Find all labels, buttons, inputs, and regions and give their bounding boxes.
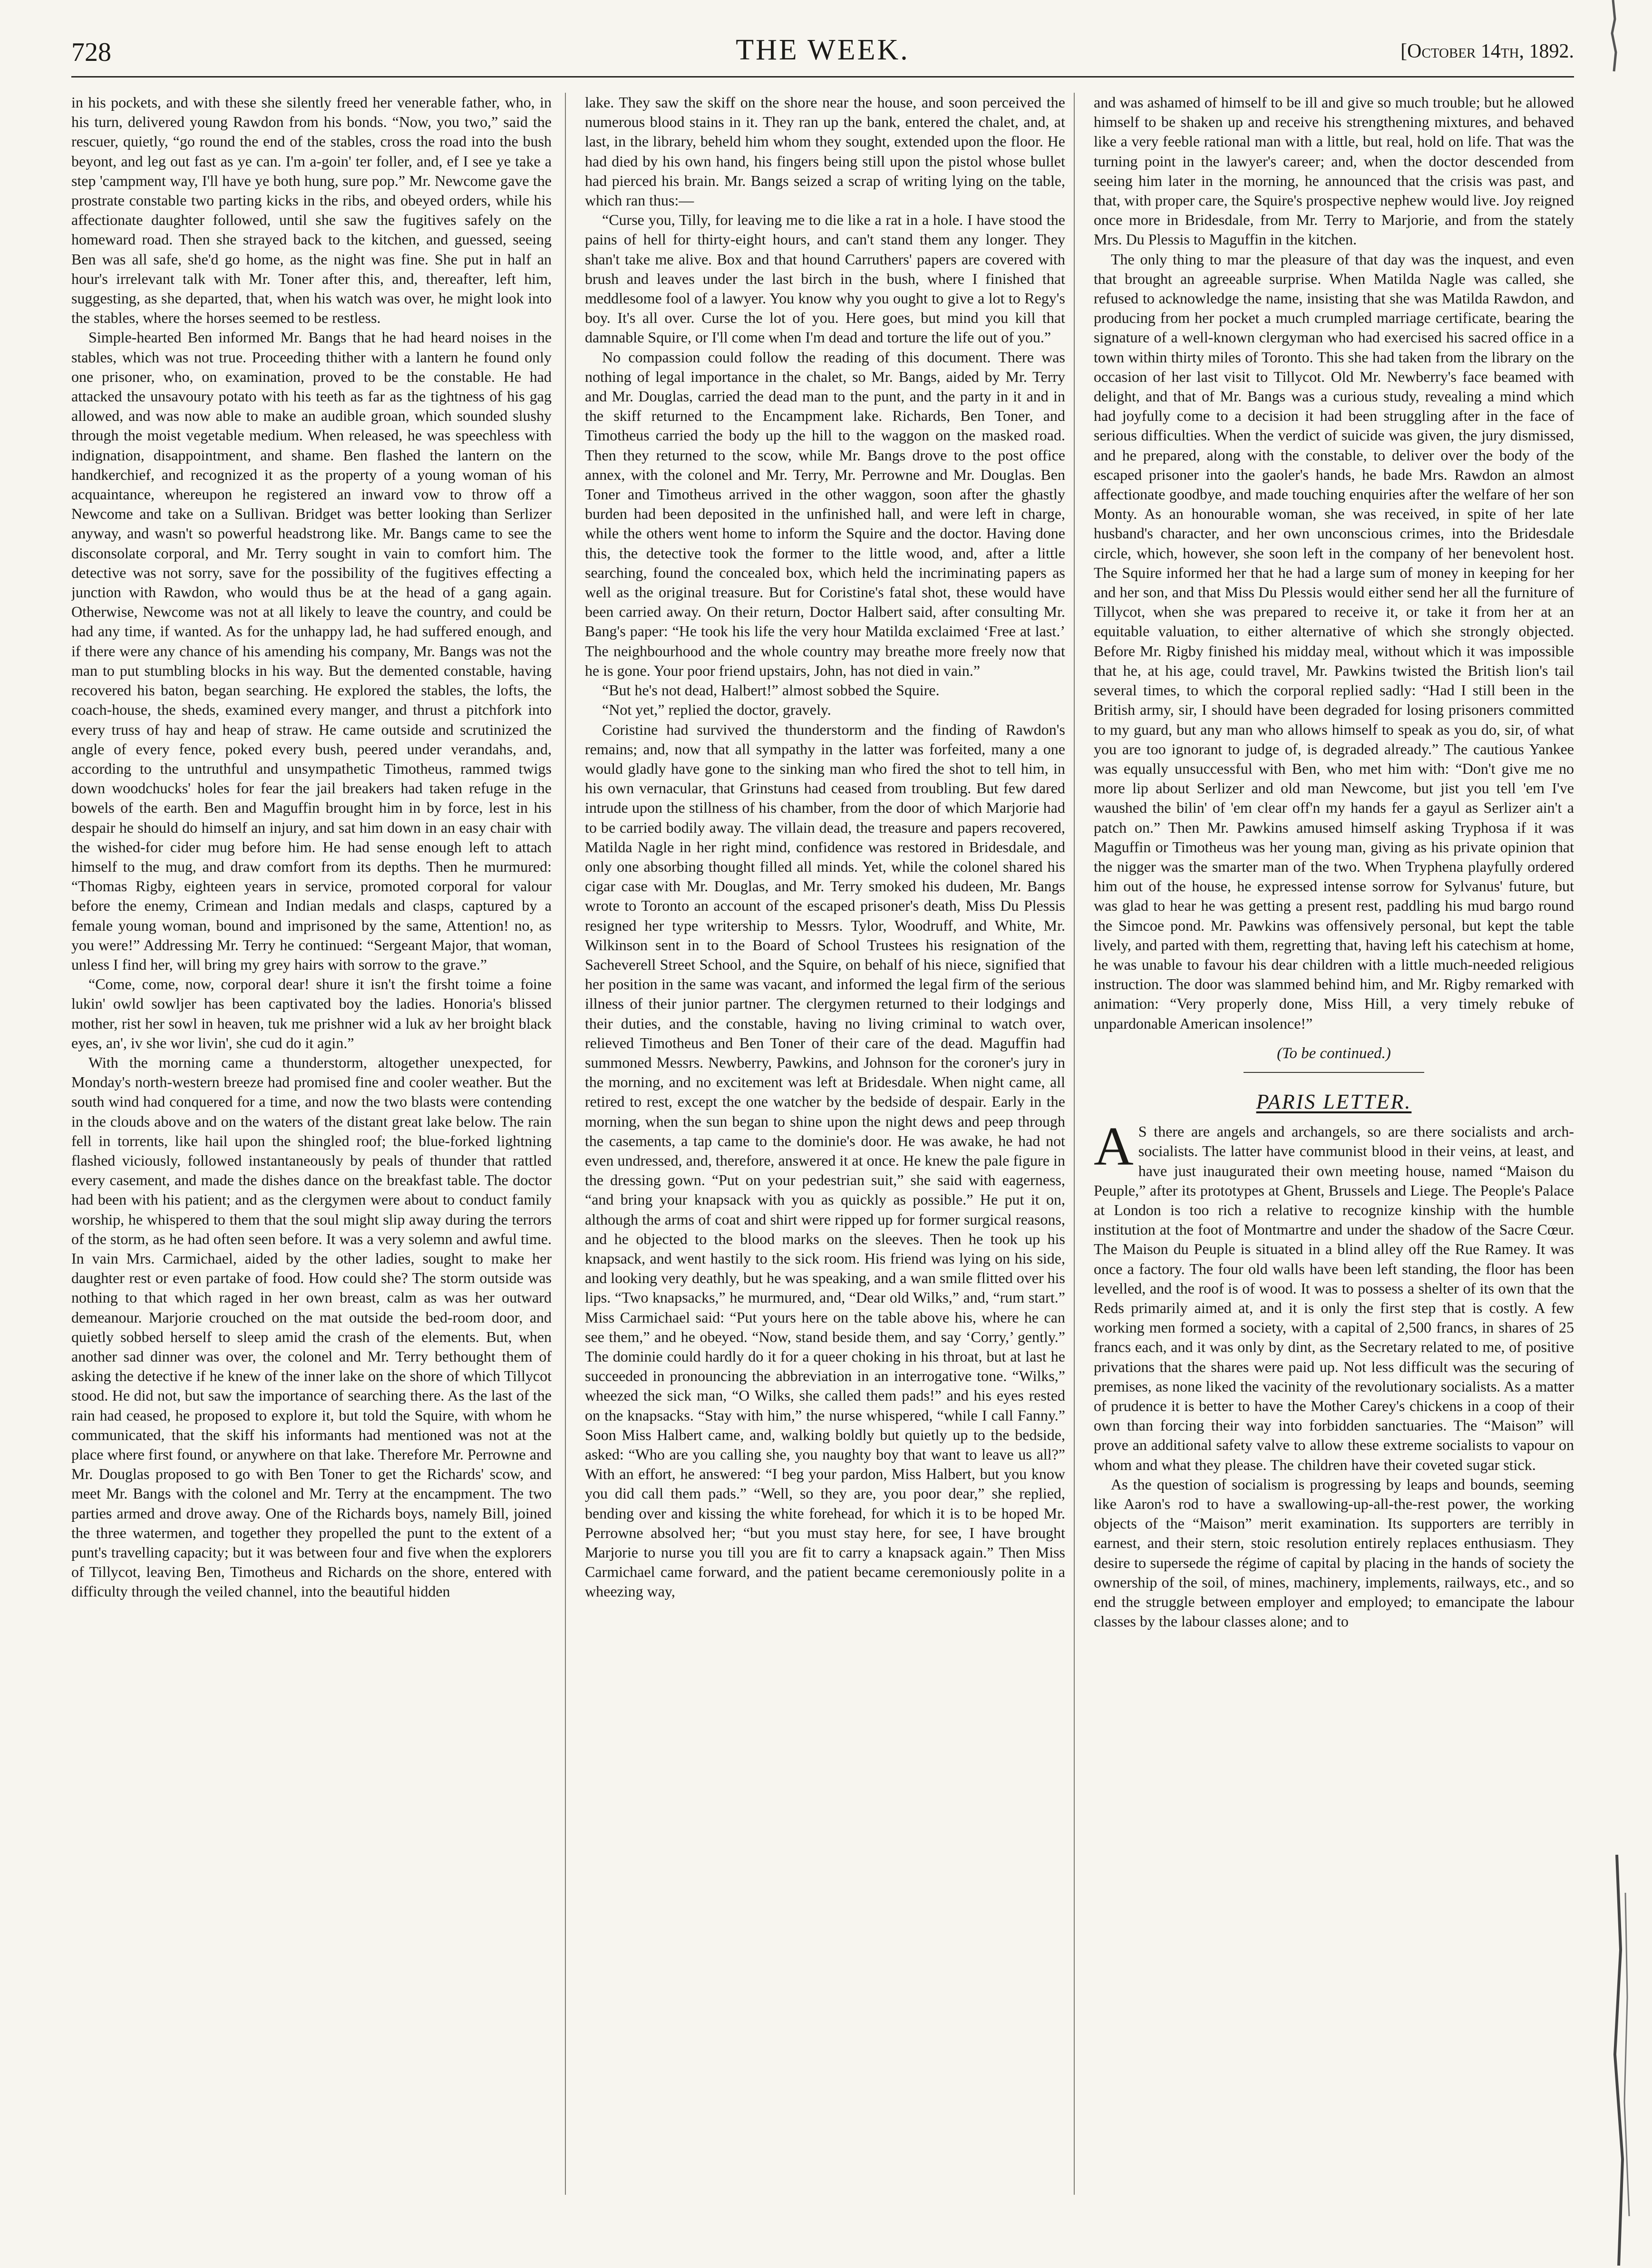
to-be-continued-note: (To be continued.) bbox=[1277, 1044, 1391, 1062]
drop-cap: A bbox=[1094, 1116, 1134, 1178]
page-edge-mark bbox=[1598, 1855, 1641, 2266]
paragraph: “Curse you, Tilly, for leaving me to die like a rat in a hole. I have stood the pains of hell for thirty-eight hours, and can't stand them any longer. They shan't take me alive. Box and that hound Carruthers' papers are covered with brush and leaves under the last birch in the bush, where I finished that meddlesome fool of a lawyer. You know why you ought to give a lot to Regy's boy. It's all over. Curse the lot of you. Here goes, but mind you kill that damnable Squire, or I'll come when I'm dead and torture the life out of you.” bbox=[585, 211, 1065, 346]
paragraph: As the question of socialism is progressing by leaps and bounds, seeming like Aaron's rod to have a swallowing-up-all-the-rest power, the working objects of the “Maison” merit examination. Its supporters are terribly in earnest, and their stern, stoic resolution entirely replaces enthusiasm. They desire to supersede the régime of capital by placing in the hands of society the ownership of the soil, of mines, machinery, implements, railways, etc., and so end the struggle between employer and employed; to emancipate the labour classes by the labour classes alone; and to bbox=[1094, 1475, 1574, 1630]
paragraph: “But he's not dead, Halbert!” almost sobbed the Squire. bbox=[602, 681, 940, 699]
article-heading: PARIS LETTER. bbox=[1256, 1090, 1412, 1113]
page-number: 728 bbox=[71, 38, 111, 67]
paragraph: With the morning came a thunderstorm, altogether unexpected, for Monday's north-western breeze had promised fine and cooler weather. But the south wind had conquered for a time, and now the two blasts were contending in the clouds above and on the waters of the distant great lake below. The rain fell in torrents, like hail upon the shingled roof; the blue-forked lightning flashed viciously, followed instantaneously by peals of thunder that rattled every casement, and made the dishes dance on the breakfast table. The doctor had been with his patient; and as the clergymen were about to conduct family worship, he whispered to them that the soul might slip away during the terrors of the storm, as he had often seen before. It was a very solemn and awful time. In vain Mrs. Carmichael, aided by the other ladies, sought to make her daughter rest or even partake of food. How could she? The storm outside was nothing to that which raged in her own breast, calm as was her outward demeanour. Marjorie crouched on the mat outside the bed-room door, and quietly sobbed herself to sleep amid the crash of the elements. But, when another sad dinner was over, the colonel and Mr. Terry bethought them of asking the detective if he knew of the inner lake on the shore of which Tillycot stood. He did not, but saw the importance of searching there. As the last of the rain had ceased, he proposed to explore it, but told the Squire, with whom he communicated, that the skiff his informants had mentioned was not at the place where first found, or anywhere on that lake. Therefore Mr. Perrowne and Mr. Douglas proposed to go with Ben Toner to get the Richards' scow, and meet Mr. Bangs with the colonel and Mr. Terry at the encampment. The two parties armed and drove away. One of the Richards boys, namely Bill, joined the three watermen, and together they propelled the punt to the extent of a punt's travelling capacity; but it was between four and five when the explorers of Tillycot, leaving Ben, Timotheus and Richards on the shore, entered with difficulty through the veiled channel, into the beautiful hidden bbox=[71, 1053, 552, 1600]
journal-title: THE WEEK. bbox=[736, 34, 910, 66]
page-edge-mark bbox=[1569, 0, 1652, 76]
paragraph bbox=[1094, 1116, 1574, 1475]
column-divider bbox=[1074, 93, 1075, 2195]
paragraph: No compassion could follow the reading of this document. There was nothing of legal importance in the chalet, so Mr. Bangs, aided by Mr. Terry and Mr. Douglas, carried the dead man to the punt, and the party in it and in the skiff returned to the Encampment lake. Richards, Ben Toner, and Timotheus carried the body up the hill to the waggon on the masked road. Then they returned to the scow, while Mr. Bangs drove to the post office annex, with the colonel and Mr. Terry, Mr. Perrowne and Mr. Douglas. Ben Toner and Timotheus arrived in the other waggon, soon after the ghastly burden had been deposited in the unfinished hall, and were left in charge, while the others went home to inform the Squire and the doctor. Having done this, the detective took the former to the little wood, and, after a little searching, found the concealed box, which held the incriminating papers as well as the original treasure. But for Coristine's fatal shot, these would have been carried away. On their return, Doctor Halbert said, after consulting Mr. Bang's paper: “He took his life the very hour Matilda exclaimed ‘Free at last.’ The neighbourhood and the whole country may breathe more freely now that he is gone. Your poor friend upstairs, John, has not died in vain.” bbox=[585, 348, 1065, 679]
paragraph: Simple-hearted Ben informed Mr. Bangs that he had heard noises in the stables, which was not true. Proceeding thither with a lantern he found only one prisoner, who, on examination, proved to be the constable. He had attacked the unsavoury potato with his teeth as far as the tightness of his gag allowed, and was now able to make an audible groan, which sounded slushy through the moist vegetable medium. When released, he was speechless with indignation, disappointment, and shame. Ben flashed the lantern on the handkerchief, and recognized it as the property of a young woman of his acquaintance, whereupon he registered an inward vow to throw off a Newcome and take on a Sullivan. Bridget was better looking than Serlizer anyway, and wasn't so powerful headstrong like. Mr. Bangs came to see the disconsolate corporal, and Mr. Terry sought in vain to comfort him. The detective was not sorry, save for the possibility of the fugitives effecting a junction with Rawdon, who would thus be at the head of a gang again. Otherwise, Newcome was not at all likely to leave the country, and could be had any time, if wanted. As for the unhappy lad, he had suffered enough, and if there were any chance of his amending his company, Mr. Bangs was not the man to put stumbling blocks in his way. But the demented constable, having recovered his baton, began searching. He explored the stables, the lofts, the coach-house, the sheds, examined every manger, and thrust a pitchfork into every truss of hay and heap of straw. He came outside and scrutinized the angle of every fence, poked every bush, peered under verandahs, and, according to the untruthful and unsympathetic Timotheus, rammed twigs down woodchucks' holes for fear the jail breakers had taken refuge in the bowels of the earth. Ben and Maguffin brought him in by force, lest in his despair he should do himself an injury, and sat him down in an easy chair with the wished-for cider mug before him. He had sense enough left to attach himself to the mug, and draw comfort from its depths. Then he murmured: “Thomas Rigby, eighteen years in service, promoted corporal for valour before the enemy, Crimean and Indian medals and clasps, captured by a female young woman, bound and imprisoned by the same, Attention! no, as you were!” Addressing Mr. Terry he continued: “Sergeant Major, that woman, unless I find her, will bring my grey hairs with sorrow to the grave.” bbox=[71, 329, 552, 973]
paragraph: Coristine had survived the thunderstorm and the finding of Rawdon's remains; and, now that all sympathy in the latter was forfeited, many a one would gladly have gone to the sinking man who fired the shot to tell him, in his own vernacular, that Grinstuns had ceased from troubling. But few dared intrude upon the stillness of his chamber, from the door of which Marjorie had to be carried bodily away. The villain dead, the treasure and papers recovered, Matilda Nagle in her right mind, confidence was restored in Bridesdale, and only one absorbing thought filled all minds. Yet, while the colonel shared his cigar case with Mr. Douglas, and Mr. Terry smoked his dudeen, Mr. Bangs wrote to Toronto an account of the escaped prisoner's death, Miss Du Plessis resigned her type writership to Messrs. Tylor, Woodruff, and White, Mr. Wilkinson sent in to the Board of School Trustees his resignation of the Sacheverell Street School, and the Squire, on behalf of his niece, signified that her position in the same was vacant, and informed the legal firm of the serious illness of their junior partner. The clergymen returned to their lodgings and their duties, and the constable, having no living criminal to watch over, relieved Timotheus and Ben Toner of their care of the dead. Maguffin had summoned Messrs. Newberry, Pawkins, and Johnson for the coroner's jury in the morning, and no excitement was left at Bridesdale. When night came, all retired to rest, except the one watcher by the bedside of despair. Early in the morning, when the sun began to shine upon the night dews and peep through the casements, a tap came to the dominie's door. He was awake, he had not even undressed, and, therefore, answered it at once. He knew the pale figure in the dressing gown. “Put on your pedestrian suit,” she said with eagerness, “and bring your knapsack with you as quickly as possible.” He put it on, although the arms of coat and shirt were ripped up for former surgical reasons, and he objected to the blood marks on the sleeves. Then he took up his knapsack, and went hastily to the sick room. His friend was lying on his side, and looking very deathly, but he was speaking, and a wan smile flitted over his lips. “Two knapsacks,” he murmured, and, “Dear old Wilks,” and, “rum start.” Miss Carmichael said: “Put yours here on the table above his, where he can see them,” and he obeyed. “Now, stand beside them, and say ‘Corry,’ gently.” The dominie could hardly do it for a queer choking in his throat, but at last he succeeded in pronouncing the abbreviation in an interrogative tone. “Wilks,” wheezed the sick man, “O Wilks, she called them pads!” and his eyes rested on the knapsacks. “Stay with him,” the nurse whispered, “while I call Fanny.” Soon Miss Halbert came, and, walking boldly but quietly up to the bedside, asked: “Who are you calling she, you naughty boy that want to leave us all?” With an effort, he answered: “I beg your pardon, Miss Halbert, but you know you did call them pads.” “Well, so they are, you poor dear,” she replied, bending over and kissing the white forehead, for which it is to be hoped Mr. Perrowne absolved her; “but you must stay here, for see, I have brought Marjorie to nurse you till you are fit to carry a knapsack again.” Then Miss Carmichael came forward, and the patient became ceremoniously polite in a wheezing way, bbox=[585, 720, 1065, 1600]
paragraph: lake. They saw the skiff on the shore near the house, and soon perceived the numerous blood stains in it. They ran up the bank, entered the chalet, and, at last, in the library, beheld him whom they sought, extended upon the floor. He had died by his own hand, his fingers being still upon the pistol whose bullet had pierced his brain. Mr. Bangs seized a scrap of writing lying on the table, which ran thus:— bbox=[585, 94, 1065, 209]
section-divider bbox=[1244, 1072, 1424, 1073]
paragraph: “Come, come, now, corporal dear! shure it isn't the firsht toime a foine lukin' owld sowljer has been captivated boy the ladies. Honoria's blissed mother, rist her sowl in heaven, tuk me prishner wid a luk av her broight black eyes, an', iv she wor livin', she cud do it agin.” bbox=[71, 975, 552, 1051]
header-rule bbox=[71, 76, 1574, 78]
text-column-1 bbox=[71, 93, 552, 2195]
paragraph: in his pockets, and with these she silently freed her venerable father, who, in his turn, delivered young Rawdon from his bonds. “Now, you two,” said the rescuer, quietly, “go round the end of the stables, cross the road into the bush beyont, and leg out fast as ye can. I'm a-goin' ter foller, and, ef I see ye take a step 'campment way, I'll have ye both hung, sure pop.” Mr. Newcome gave the prostrate constable two parting kicks in the ribs, and obeyed orders, while his affectionate daughter followed, until she saw the fugitives safely on the homeward road. Then she strayed back to the kitchen, and guessed, seeing Ben was all safe, she'd go home, as the night was fine. She put in half an hour's irrelevant talk with Mr. Toner after this, and, thereafter, left him, suggesting, as she departed, that, when his watch was over, he might look into the stables, where the horses seemed to be restless. bbox=[71, 94, 552, 327]
column-divider bbox=[565, 93, 566, 2195]
paragraph: “Not yet,” replied the doctor, gravely. bbox=[602, 701, 831, 719]
issue-date: [October 14th, 1892. bbox=[1400, 40, 1574, 62]
paragraph: and was ashamed of himself to be ill and give so much trouble; but he allowed himself to be shaken up and receive his strengthening mixtures, and behaved like a very feeble rational man with a little, but real, hold on life. That was the turning point in the lawyer's career; and, when the doctor descended from seeing him later in the morning, he announced that the crisis was past, and that, with proper care, the Squire's prospective nephew would live. Joy reigned once more in Bridesdale, from Mr. Terry to Marjorie, and from the stately Mrs. Du Plessis to Maguffin in the kitchen. bbox=[1094, 94, 1574, 248]
paragraph-text: S there are angels and archangels, so are there socialists and arch-socialists. The latter have communist blood in their veins, at least, and have just inaugurated their own meeting house, named “Maison du Peuple,” after its prototypes at Ghent, Brussels and Liege. The People's Palace at London is too rich a relative to recognize kinship with the humble institution at the foot of Montmartre and under the shadow of the Sacre Cœur. The Maison du Peuple is situated in a blind alley off the Rue Ramey. It was once a factory. The four old walls have been left standing, the floor has been levelled, and the roof is of wood. It was to possess a shelter of its own that the Reds primarily aimed at, and it is only the first step that is costly. A few working men formed a society, with a capital of 2,500 francs, in shares of 25 francs each, and it was only by dint, as the Secretary related to me, of positive privations that the shares were paid up. Not less difficult was the securing of premises, as none liked the vacinity of the revolutionary socialists. As a matter of prudence it is better to have the Mother Carey's chickens in a coop of their own than forcing their way into forbidden sanctuaries. The “Maison” will prove an additional safety valve to allow these extreme socialists to vapour on whom and what they please. The children have their coveted sugar stick. bbox=[1094, 1123, 1574, 1473]
paragraph: The only thing to mar the pleasure of that day was the inquest, and even that brought an agreeable surprise. When Matilda Nagle was called, she refused to acknowledge the name, insisting that she was Matilda Rawdon, and producing from her pocket a much crumpled marriage certificate, bearing the signature of a well-known clergyman who had exercised his sacred office in a town within thirty miles of Toronto. This she had taken from the library on the occasion of her last visit to Tillycot. Old Mr. Newberry's face beamed with delight, and that of Mr. Bangs was a curious study, revealing a mind which had joyfully come to a decision it had been struggling after in the face of serious difficulties. When the verdict of suicide was given, the jury dismissed, and he prepared, along with the constable, to deliver over the body of the escaped prisoner into the gaoler's hands, he bade Mrs. Rawdon an almost affectionate goodbye, and made touching enquiries after the welfare of her son Monty. As an honourable woman, she was received, in spite of her late husband's character, and her own unconscious crimes, into the Bridesdale circle, which, however, she soon left in the company of her benevolent host. The Squire informed her that he had a large sum of money in keeping for her and her son, and that Miss Du Plessis would either send her all the furniture of Tillycot, when she was prepared to receive it, or take it from her at an equitable valuation, to either alternative of which she strongly objected. Before Mr. Rigby finished his midday meal, without which it was impossible that he, at his age, could travel, Mr. Pawkins twisted the British lion's tail several times, to which the corporal replied sadly: “Had I still been in the British army, sir, I should have been degraded for losing prisoners committed to my guard, but any man who allows himself to speak as you do, sir, of what you are too ignorant to judge of, is degraded already.” The cautious Yankee was equally unsuccessful with Ben, who met him with: “Don't give me no more lip about Serlizer and old man Newcome, but jist you tell 'em I've waushed the bilin' of 'em clear off'n my hands fer a gayul as Serlizer ain't a patch on.” Then Mr. Pawkins amused himself asking Tryphosa if it was Maguffin or Timotheus was her young man, giving as his private opinion that the nigger was the smarter man of the two. When Tryphena playfully ordered him out of the house, he expressed intense sorrow for Sylvanus' future, but was glad to hear he was getting a present rest, paddling his mud bargo round the Simcoe pond. Mr. Pawkins was offensively personal, but kept the table lively, and parted with them, regretting that, having left his catechism at home, he was unable to favour his dear children with a little much-needed religious instruction. The door was slammed behind him, and Mr. Rigby remarked with animation: “Very properly done, Miss Hill, a very timely rebuke of unpardonable American insolence!” bbox=[1094, 250, 1574, 1032]
text-column-3 bbox=[1094, 93, 1574, 2195]
text-column-2 bbox=[585, 93, 1065, 2195]
page-header bbox=[71, 33, 1574, 76]
